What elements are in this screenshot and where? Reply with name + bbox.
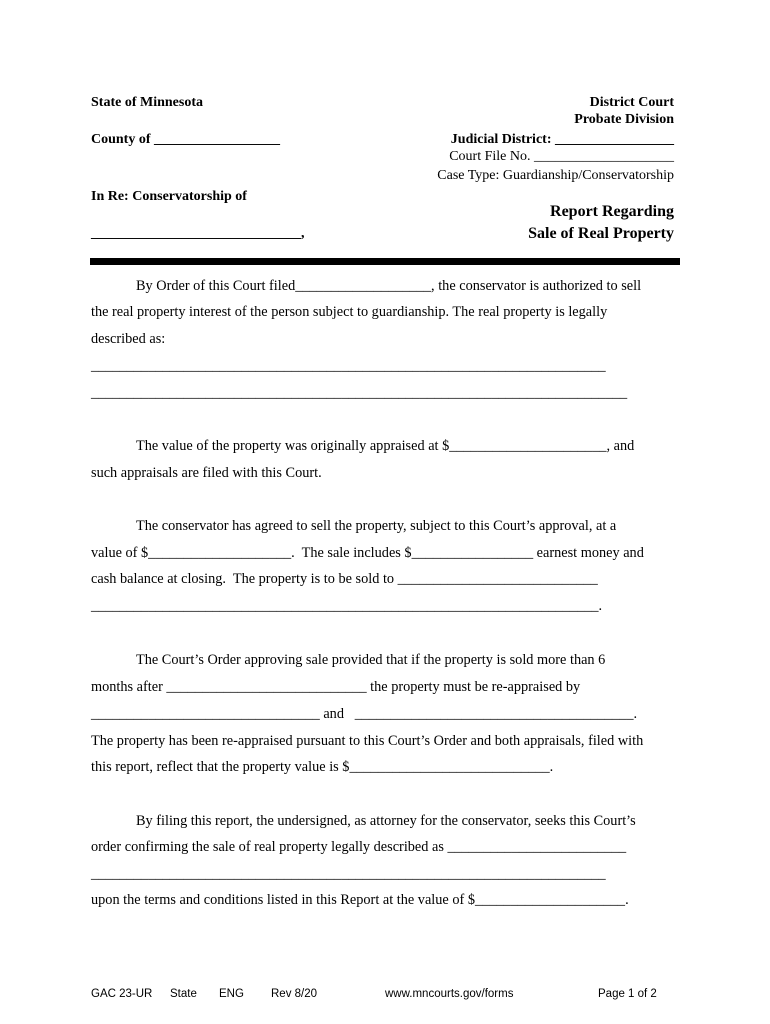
legal-description-line-1: ________________________________________________________________________ (91, 358, 606, 374)
division-label: Probate Division (574, 112, 674, 127)
paragraph-4-line-2: months after ____________________________ the property must be re-appraised by (91, 679, 581, 695)
state-label: State of Minnesota (91, 95, 203, 110)
case-type-label: Case Type: Guardianship/Conservatorship (437, 168, 674, 183)
paragraph-5-line-1: By filing this report, the undersigned, as attorney for the conservator, seeks this Court’s (136, 813, 636, 829)
in-re-label: In Re: Conservatorship of (91, 189, 247, 204)
paragraph-1-line-2: the real property interest of the person subject to guardianship. The real property is legally (91, 304, 608, 320)
footer-page-number: Page 1 of 2 (598, 988, 657, 1000)
paragraph-3-line-1: The conservator has agreed to sell the property, subject to this Court’s approval, at a (136, 518, 617, 534)
paragraph-2-line-1: The value of the property was originally appraised at $______________________, and (136, 438, 635, 454)
paragraph-3-line-3: cash balance at closing. The property is to be sold to ____________________________ (91, 571, 598, 587)
footer-revision: Rev 8/20 (271, 988, 318, 1000)
footer-url: www.mncourts.gov/forms (385, 988, 514, 1000)
legal-description-line-2: ___________________________________________________________________________ (91, 385, 628, 401)
court-label: District Court (589, 95, 674, 110)
footer-form-id: GAC 23-UR (91, 988, 153, 1000)
court-file-no-field: Court File No. ____________________ (449, 149, 674, 164)
header-divider (90, 258, 680, 265)
paragraph-3-line-2: value of $____________________. The sale includes $_________________ earnest money and (91, 545, 644, 561)
judicial-district-field: Judicial District: _________________ (450, 132, 674, 147)
paragraph-4-line-5: this report, reflect that the property value is $____________________________. (91, 759, 554, 775)
footer-language: ENG (219, 988, 244, 1000)
paragraph-1-line-3: described as: (91, 331, 166, 347)
paragraph-2-line-2: such appraisals are filed with this Court. (91, 465, 322, 481)
paragraph-1-line-1: By Order of this Court filed___________________, the conservator is authorized to sell (136, 278, 642, 294)
paragraph-5-line-4: upon the terms and conditions listed in this Report at the value of $_____________________. (91, 892, 629, 908)
paragraph-5-line-3: ________________________________________________________________________ (91, 866, 606, 882)
conservatee-name-line: ______________________________, (91, 226, 305, 241)
paragraph-5-line-2: order confirming the sale of real property legally described as _________________________ (91, 839, 627, 855)
paragraph-4-line-1: The Court’s Order approving sale provided that if the property is sold more than 6 (136, 652, 606, 668)
form-title-line1: Report Regarding (550, 203, 674, 220)
paragraph-4-line-4: The property has been re-appraised pursuant to this Court’s Order and both appraisals, filed with (91, 733, 644, 749)
paragraph-4-line-3: ________________________________ and _______________________________________. (91, 706, 638, 722)
paragraph-3-line-4: _______________________________________________________________________. (91, 598, 603, 614)
form-title-line2: Sale of Real Property (528, 225, 674, 242)
county-field: County of __________________ (91, 132, 281, 147)
footer-jurisdiction: State (170, 988, 197, 1000)
